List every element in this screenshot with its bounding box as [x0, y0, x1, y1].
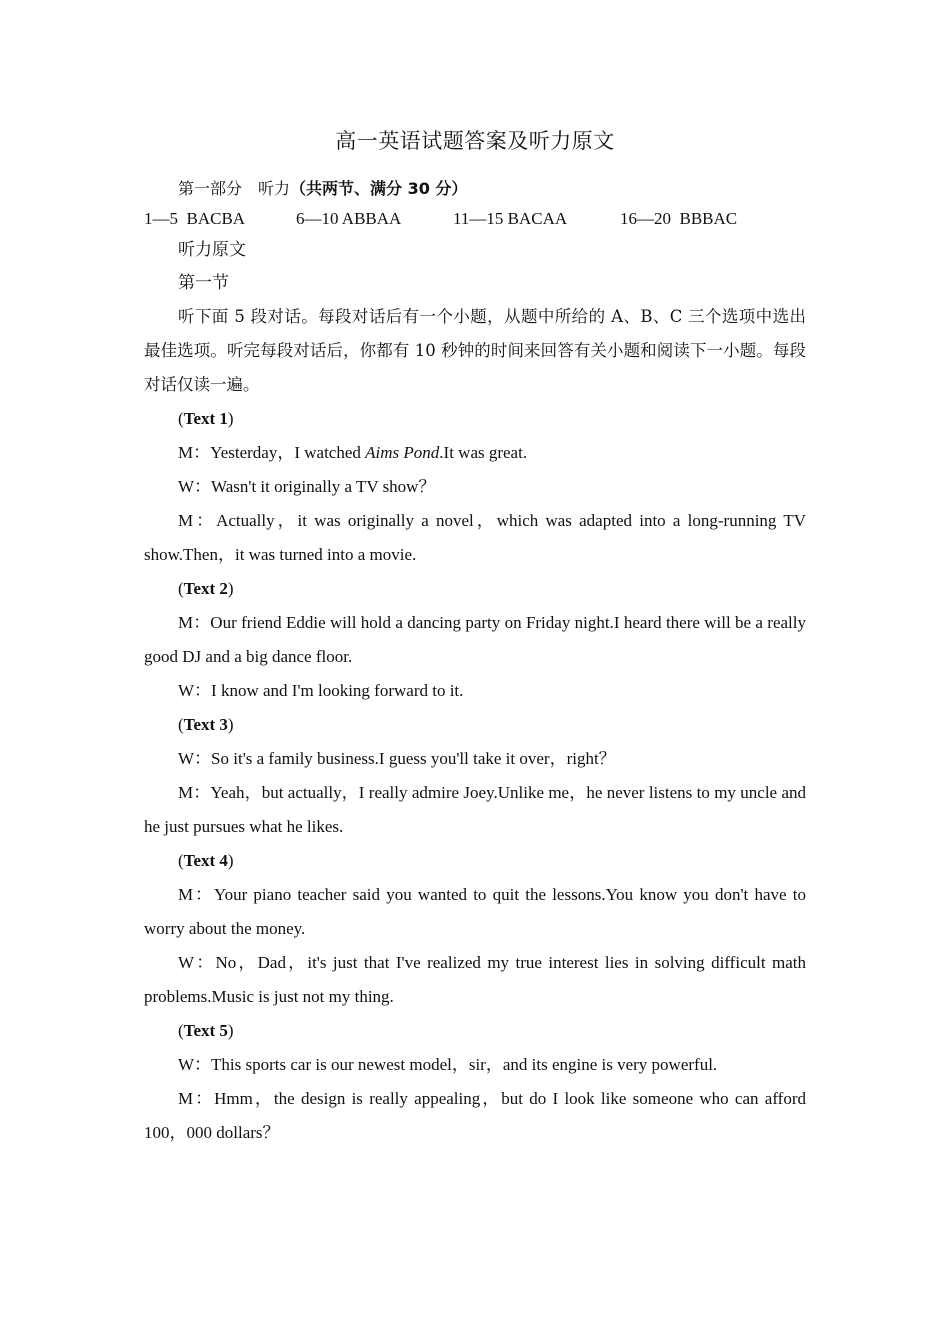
part1-heading	[144, 174, 806, 204]
dialogue-line: M：Yesterday，I watched Aims Pond.It was great.	[178, 443, 528, 462]
section1-heading: 第一节	[178, 273, 229, 293]
speaker: M：	[178, 885, 214, 904]
text-label: (Text 2)	[178, 579, 234, 598]
page-title: 高一英语试题答案及听力原文	[335, 129, 615, 153]
speaker: W：	[178, 681, 212, 700]
speaker: W：	[178, 1055, 212, 1074]
part1-heading-detail: （共两节、满分 30 分）	[290, 179, 468, 198]
movie-title: Aims Pond	[365, 443, 440, 462]
document-content	[144, 126, 806, 1150]
dialogue-line: W：So it's a family business.I guess you'll take it over，right？	[178, 749, 616, 768]
dialogue-line: M：Our friend Eddie will hold a dancing party on Friday night.I heard there will be a really good DJ and a big dance floor.	[144, 613, 806, 666]
dialogue-line: W：No，Dad，it's just that I've realized my true interest lies in solving difficult math problems.Music is just not my thing.	[144, 953, 806, 1006]
speaker: M：	[178, 443, 211, 462]
text-label: (Text 3)	[178, 715, 234, 734]
part1-heading-part: 第一部分 听力	[178, 179, 291, 198]
speaker: M：	[178, 783, 211, 802]
answer-group: 16—20 BBBAC	[620, 209, 738, 228]
speaker: M：	[178, 511, 217, 530]
speaker: M：	[178, 1089, 215, 1108]
dialogue-line: M：Actually，it was originally a novel，which was adapted into a long-running TV show.Then，it was turned into a movie.	[144, 511, 807, 564]
transcript-heading: 听力原文	[178, 240, 246, 260]
text-label: (Text 4)	[178, 851, 234, 870]
speaker: M：	[178, 613, 211, 632]
dialogue-line: W：Wasn't it originally a TV show？	[178, 477, 436, 496]
instructions: 听下面 5 段对话。每段对话后有一个小题，从题中所给的 A、B、C 三个选项中选出最佳选项。听完每段对话后，你都有 10 秒钟的时间来回答有关小题和阅读下一小题。每段对话仅读一遍。	[144, 307, 806, 394]
speaker: W：	[178, 477, 212, 496]
speaker: W：	[178, 953, 216, 972]
speaker: W：	[178, 749, 212, 768]
dialogue-line: M：Yeah，but actually，I really admire Joey.Unlike me，he never listens to my uncle and he just pursues what he likes.	[144, 783, 806, 836]
dialogue-line: M：Hmm，the design is really appealing，but do I look like someone who can afford 100，000 dollars？	[144, 1089, 806, 1142]
text-label: (Text 1)	[178, 409, 234, 428]
answer-group: 1—5 BACBA	[144, 209, 246, 228]
text-label: (Text 5)	[178, 1021, 234, 1040]
answer-group: 11—15 BACAA	[453, 209, 568, 228]
answer-key	[144, 204, 806, 234]
dialogue-line: W：I know and I'm looking forward to it.	[178, 681, 464, 700]
answer-group: 6—10 ABBAA	[296, 209, 402, 228]
dialogue-line: W：This sports car is our newest model，sir，and its engine is very powerful.	[178, 1055, 718, 1074]
dialogue-line: M：Your piano teacher said you wanted to quit the lessons.You know you don't have to worry about the money.	[144, 885, 806, 938]
